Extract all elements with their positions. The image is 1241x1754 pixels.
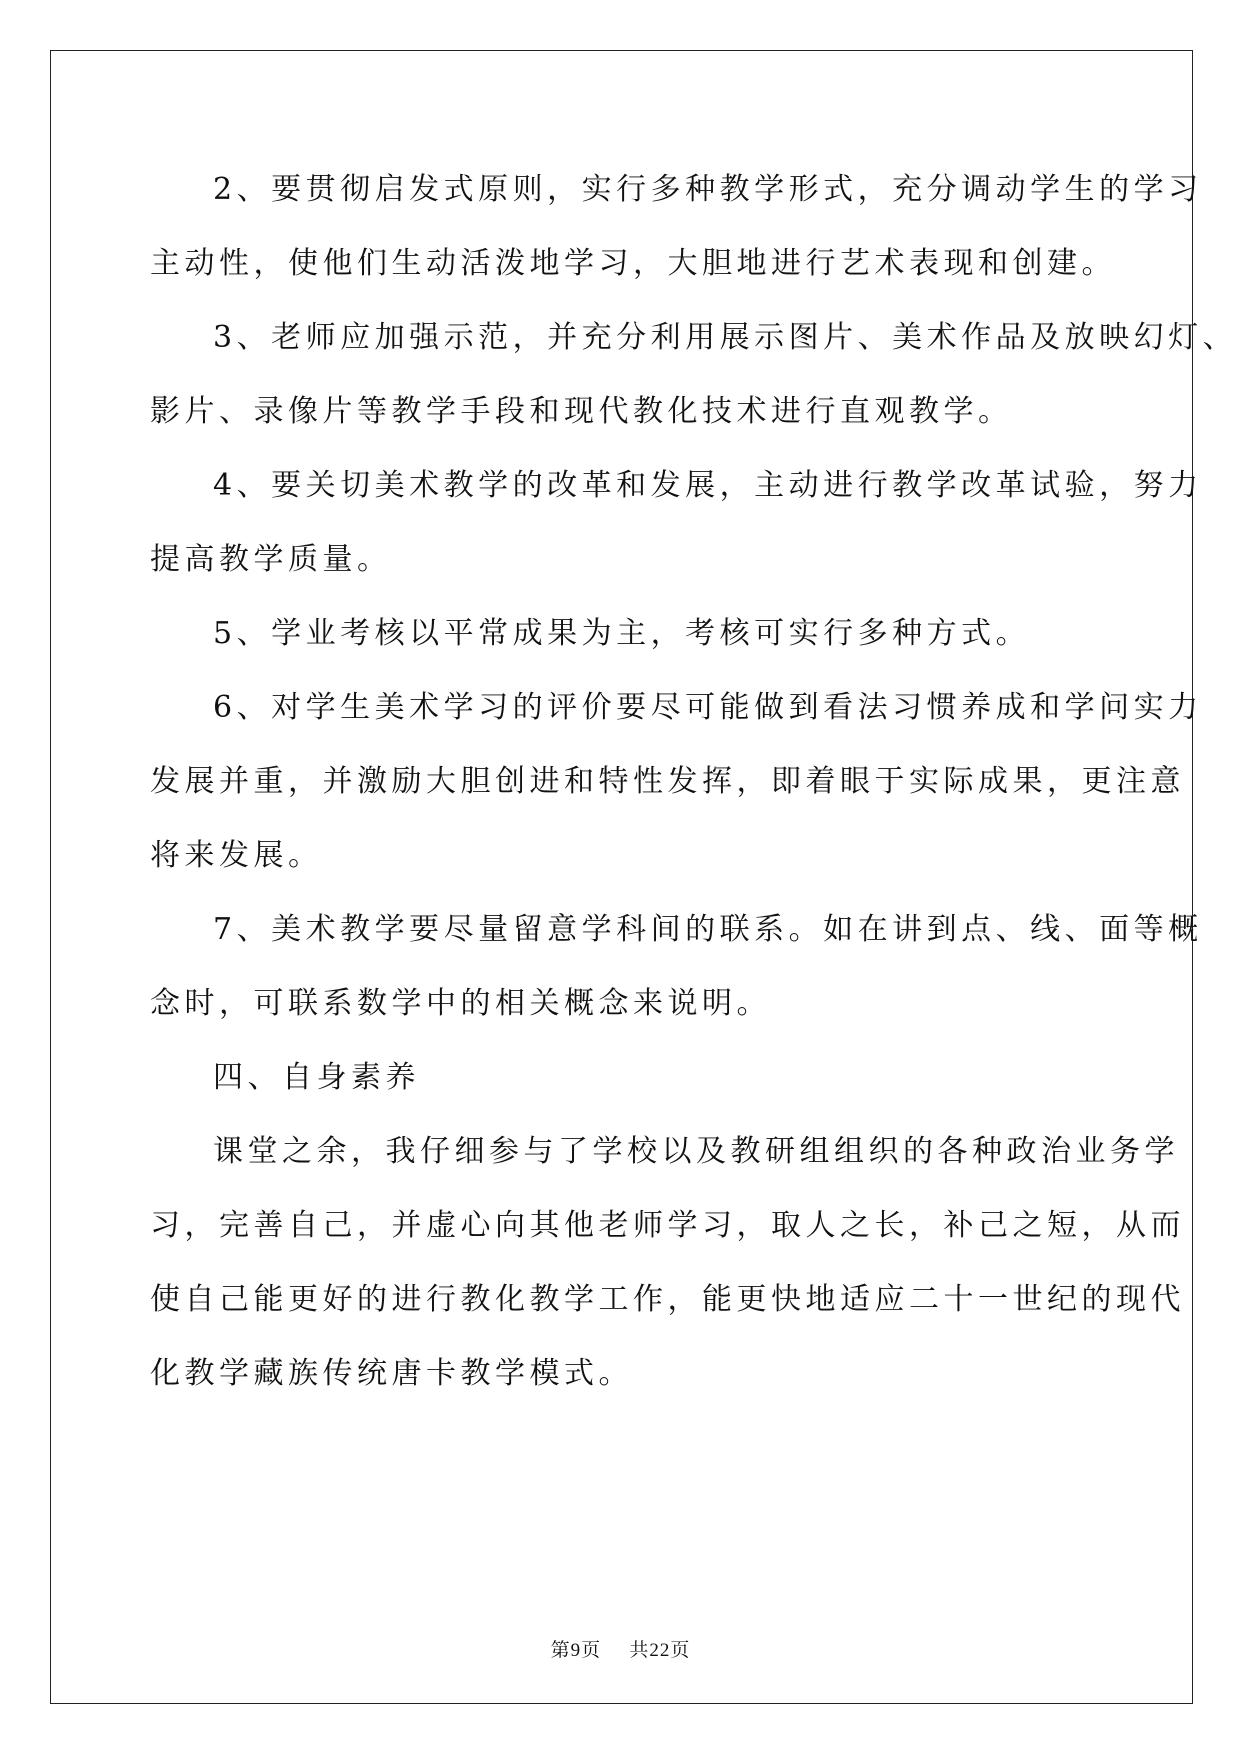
text-line: 使自己能更好的进行教化教学工作，能更快地适应二十一世纪的现代 (150, 1282, 1185, 1317)
text-line: 4、要关切美术教学的改革和发展，主动进行教学改革试验，努力 (213, 468, 1203, 503)
total-suffix: 页 (670, 1639, 691, 1661)
text-line: 发展并重，并激励大胆创进和特性发挥，即着眼于实际成果，更注意 (150, 764, 1185, 799)
page-footer (0, 1638, 1241, 1663)
text-line: 影片、录像片等教学手段和现代教化技术进行直观教学。 (150, 394, 1013, 429)
text-line: 5、学业考核以平常成果为主，考核可实行多种方式。 (213, 616, 1031, 651)
text-line: 提高教学质量。 (150, 542, 392, 577)
text-line: 念时，可联系数学中的相关概念来说明。 (150, 986, 771, 1021)
page-number: 9 (570, 1640, 582, 1661)
text-line: 7、美术教学要尽量留意学科间的联系。如在讲到点、线、面等概 (213, 912, 1203, 947)
text-line: 习，完善自己，并虚心向其他老师学习，取人之长，补己之短，从而 (150, 1208, 1185, 1243)
text-line: 课堂之余，我仔细参与了学校以及教研组组织的各种政治业务学 (213, 1134, 1179, 1169)
text-line: 将来发展。 (150, 838, 323, 873)
text-line: 化教学藏族传统唐卡教学模式。 (150, 1356, 633, 1391)
text-line: 6、对学生美术学习的评价要尽可能做到看法习惯养成和学问实力 (213, 690, 1203, 725)
page-border (50, 50, 1193, 1704)
section-heading: 四、自身素养 (213, 1060, 420, 1095)
text-line: 3、老师应加强示范，并充分利用展示图片、美术作品及放映幻灯、 (213, 320, 1238, 355)
text-line: 主动性，使他们生动活泼地学习，大胆地进行艺术表现和创建。 (150, 246, 1116, 281)
text-line: 2、要贯彻启发式原则，实行多种教学形式，充分调动学生的学习 (213, 172, 1203, 207)
total-pages: 22 (649, 1640, 671, 1661)
page-prefix: 第 (550, 1639, 571, 1661)
page-suffix: 页 (581, 1639, 602, 1661)
total-prefix: 共 (629, 1639, 650, 1661)
